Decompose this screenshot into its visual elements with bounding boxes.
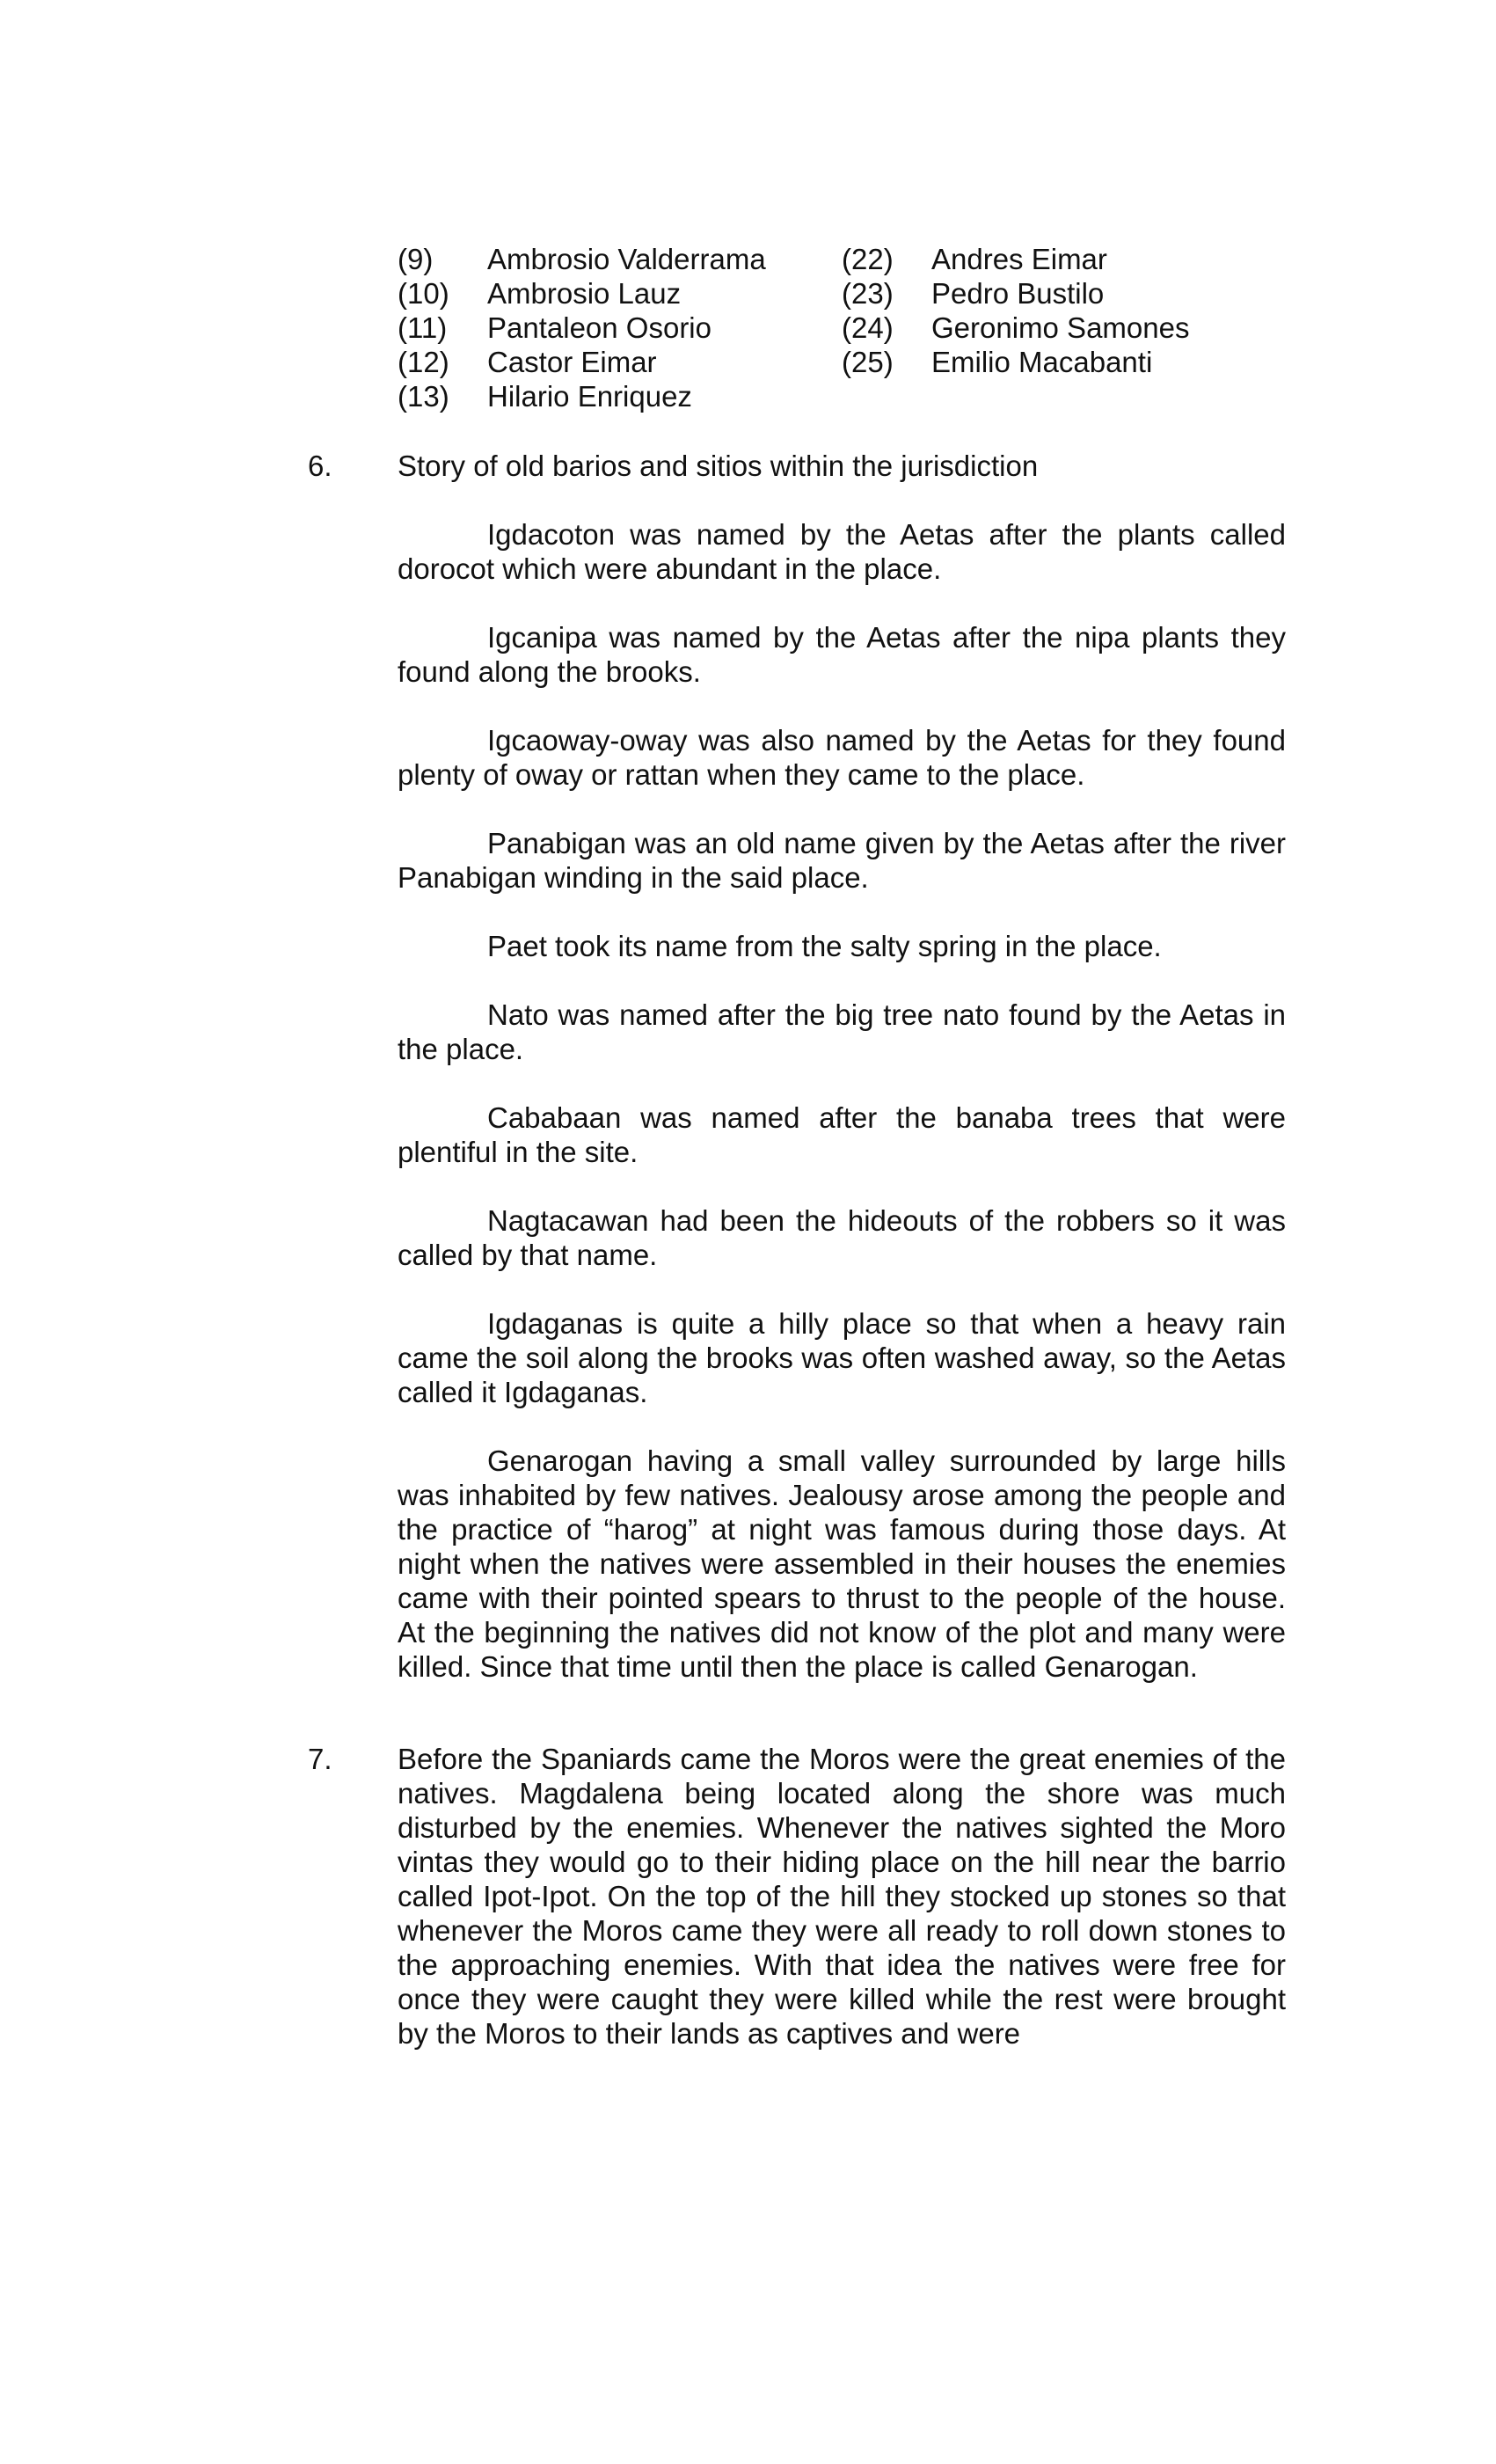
item-number: (12) bbox=[398, 346, 449, 378]
person-name: Ambrosio Valderrama bbox=[487, 243, 766, 275]
names-column-left bbox=[398, 242, 766, 413]
person-name: Hilario Enriquez bbox=[487, 380, 692, 413]
person-name: Andres Eimar bbox=[931, 243, 1107, 275]
section-content bbox=[398, 1742, 1286, 2051]
paragraph-igcaoway-oway: Igcaoway-oway was also named by the Aetas for they found plenty of oway or rattan when they came to the place. bbox=[398, 724, 1286, 791]
section-heading: Story of old barios and sitios within the jurisdiction bbox=[398, 450, 1039, 482]
list-item bbox=[842, 311, 1189, 345]
paragraph-paet: Paet took its name from the salty spring in the place. bbox=[487, 930, 1162, 962]
item-number: (11) bbox=[398, 311, 448, 344]
section-number: 7. bbox=[308, 1743, 332, 1775]
person-name: Pedro Bustilo bbox=[931, 277, 1105, 310]
item-number: (22) bbox=[842, 243, 894, 275]
item-number: (10) bbox=[398, 277, 449, 310]
list-item bbox=[398, 379, 766, 413]
list-item bbox=[398, 242, 766, 276]
list-item bbox=[398, 276, 766, 311]
person-name: Pantaleon Osorio bbox=[487, 311, 712, 344]
paragraph-panabigan: Panabigan was an old name given by the Aetas after the river Panabigan winding in the said place. bbox=[398, 827, 1286, 894]
list-item bbox=[842, 276, 1189, 311]
section-paragraphs bbox=[398, 517, 1286, 1684]
item-number: (25) bbox=[842, 346, 894, 378]
list-item bbox=[398, 311, 766, 345]
paragraph-moros: Before the Spaniards came the Moros were the great enemies of the natives. Magdalena being located along the shore was much disturbed by the enemies. Whenever the natives sighted the Moro vintas they would go to their hiding place on the hill near the barrio called Ipot-Ipot. On the top of the hill they stocked up stones so that whenever the Moros came they were all ready to roll down stones to the approaching enemies. With that idea the natives were free for once they were caught they were killed while the rest were brought by the Moros to their lands as captives and were bbox=[398, 1743, 1286, 2050]
paragraph-nato: Nato was named after the big tree nato found by the Aetas in the place. bbox=[398, 998, 1286, 1065]
section-7 bbox=[308, 1742, 1286, 2051]
paragraph-igcanipa: Igcanipa was named by the Aetas after the nipa plants they found along the brooks. bbox=[398, 621, 1286, 688]
person-name: Castor Eimar bbox=[487, 346, 657, 378]
paragraph-genarogan: Genarogan having a small valley surrounded by large hills was inhabited by few natives. Jealousy arose among the people and the practice of “harog” at night was famous during those days. At night when the natives were assembled in their houses the enemies came with their pointed spears to thrust to the people of the house. At the beginning the natives did not know of the plot and many were killed. Since that time until then the place is called Genarogan. bbox=[398, 1444, 1286, 1683]
item-number: (9) bbox=[398, 243, 434, 275]
paragraph-nagtacawan: Nagtacawan had been the hideouts of the robbers so it was called by that name. bbox=[398, 1204, 1286, 1271]
names-column-right bbox=[842, 242, 1189, 379]
person-name: Geronimo Samones bbox=[931, 311, 1190, 344]
section-6 bbox=[308, 449, 1286, 1684]
section-number: 6. bbox=[308, 450, 332, 482]
list-item bbox=[842, 345, 1189, 379]
section-content bbox=[398, 449, 1286, 1684]
list-item bbox=[398, 345, 766, 379]
person-name: Emilio Macabanti bbox=[931, 346, 1153, 378]
item-number: (24) bbox=[842, 311, 894, 344]
item-number: (23) bbox=[842, 277, 894, 310]
list-item bbox=[842, 242, 1189, 276]
person-name: Ambrosio Lauz bbox=[487, 277, 682, 310]
paragraph-igdacoton: Igdacoton was named by the Aetas after the plants called dorocot which were abundant in the place. bbox=[398, 518, 1286, 585]
paragraph-cababaan: Cababaan was named after the banaba trees that were plentiful in the site. bbox=[398, 1101, 1286, 1168]
paragraph-igdaganas: Igdaganas is quite a hilly place so that when a heavy rain came the soil along the brooks was often washed away, so the Aetas called it Igdaganas. bbox=[398, 1307, 1286, 1408]
item-number: (13) bbox=[398, 380, 449, 413]
